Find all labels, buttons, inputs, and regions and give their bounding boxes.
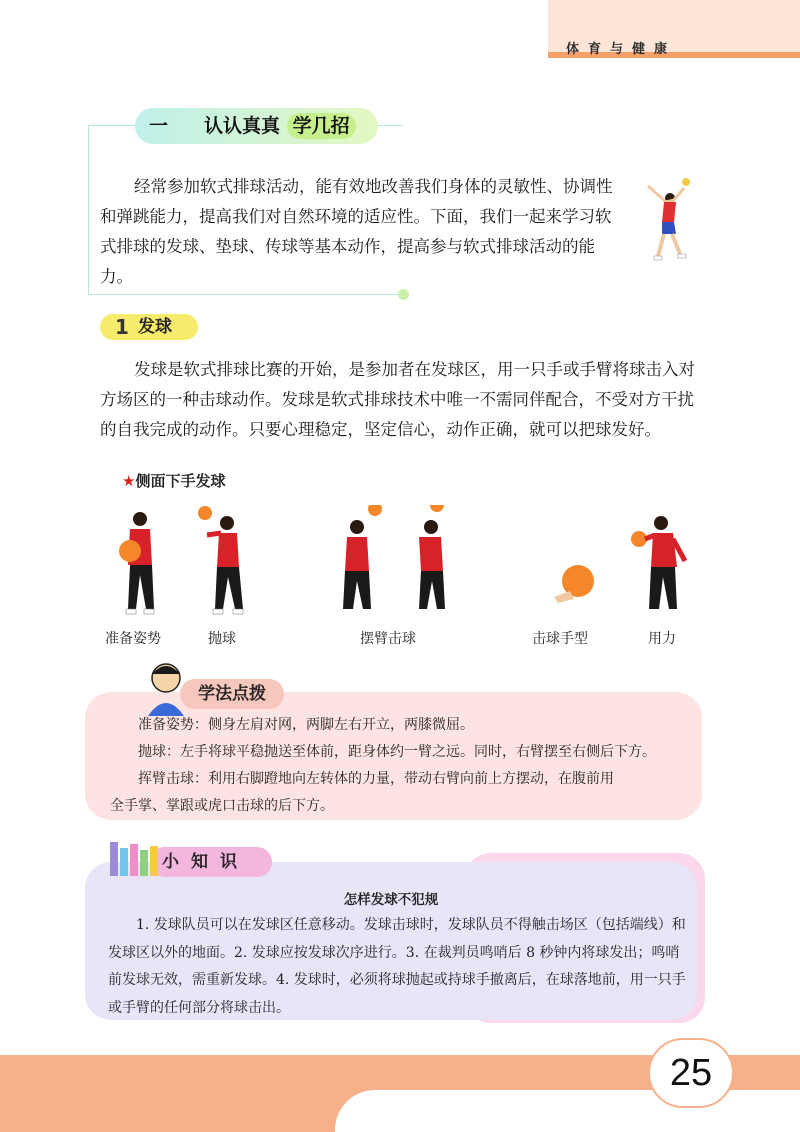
page-number: 25 [648,1038,734,1108]
caption-swing: 摆臂击球 [360,631,416,647]
books-icon [108,838,160,878]
tips-label: 学法点拨 [180,679,284,709]
section-title-part1: 认认真真 [204,115,281,137]
knowledge-heading: 怎样发球不犯规 [343,892,439,908]
figure-arm-swing [335,505,455,620]
footer-white-shape [335,1090,800,1132]
section-number: 一 [149,115,169,137]
subsection-title: 发球 [138,317,172,337]
figure-force [625,505,695,620]
tips-line: 准备姿势：侧身左肩对网，两脚左右开立，两膝微屈。 [138,717,474,733]
caption-force: 用力 [648,631,676,647]
tips-line: 挥臂击球：利用右脚蹬地向左转体的力量，带动右臂向前上方摆动，在腹前用 [138,771,614,787]
technique-title-text: 侧面下手发球 [135,472,226,490]
figure-ready-stance [108,505,168,620]
intro-paragraph [100,172,625,292]
section-title [135,108,378,144]
tips-line: 抛球：左手将球平稳抛送至体前，距身体约一臂之远。同时，右臂摆至右侧后下方。 [138,744,656,760]
subsection-heading [100,314,198,340]
serve-text: 发球是软式排球比赛的开始，是参加者在发球区，用一只手或手臂将球击入对方场区的一种击球动作。发球是软式排球技术中唯一不需同伴配合，不受对方干扰的自我完成的动作。只要心理稳定，坚定信心，动作正确，就可以把球发好。 [100,360,695,439]
caption-toss: 抛球 [208,631,236,647]
intro-text: 经常参加软式排球活动，能有效地改善我们身体的灵敏性、协调性和弹跳能力，提高我们对自然环境的适应性。下面，我们一起来学习软式排球的发球、垫球、传球等基本动作，提高参与软式排球活动的能力。 [100,177,613,286]
caption-hand: 击球手型 [532,631,588,647]
volleyball-player-illustration [640,176,700,266]
knowledge-text: 1. 发球队员可以在发球区任意移动。发球击球时，发球队员不得触击场区（包括端线）和发球区以外的地面。2. 发球应按发球次序进行。3. 在裁判员鸣哨后 8 秒钟内将球发出；鸣哨前发球无效，需重新发球。4. 发球时，必须将球抛起或持球手撤离后，在球落地前，用一只手或手臂的任何部分将球击出。 [108,917,686,1016]
header-tab [548,0,800,58]
book-title: 体育与健康 [566,42,677,57]
caption-ready: 准备姿势 [105,631,161,647]
figure-hitting-hand [548,505,598,620]
subsection-number: 1 [115,315,129,339]
tips-line: 全手掌、掌跟或虎口击球的后下方。 [110,798,334,814]
technique-title [122,470,225,491]
star-icon: ★ [122,472,136,490]
section-title-part2: 学几招 [287,113,356,139]
serve-paragraph [100,355,710,445]
figure-toss [195,505,255,620]
knowledge-label: 小知识 [150,847,272,877]
tips-text [110,712,690,820]
